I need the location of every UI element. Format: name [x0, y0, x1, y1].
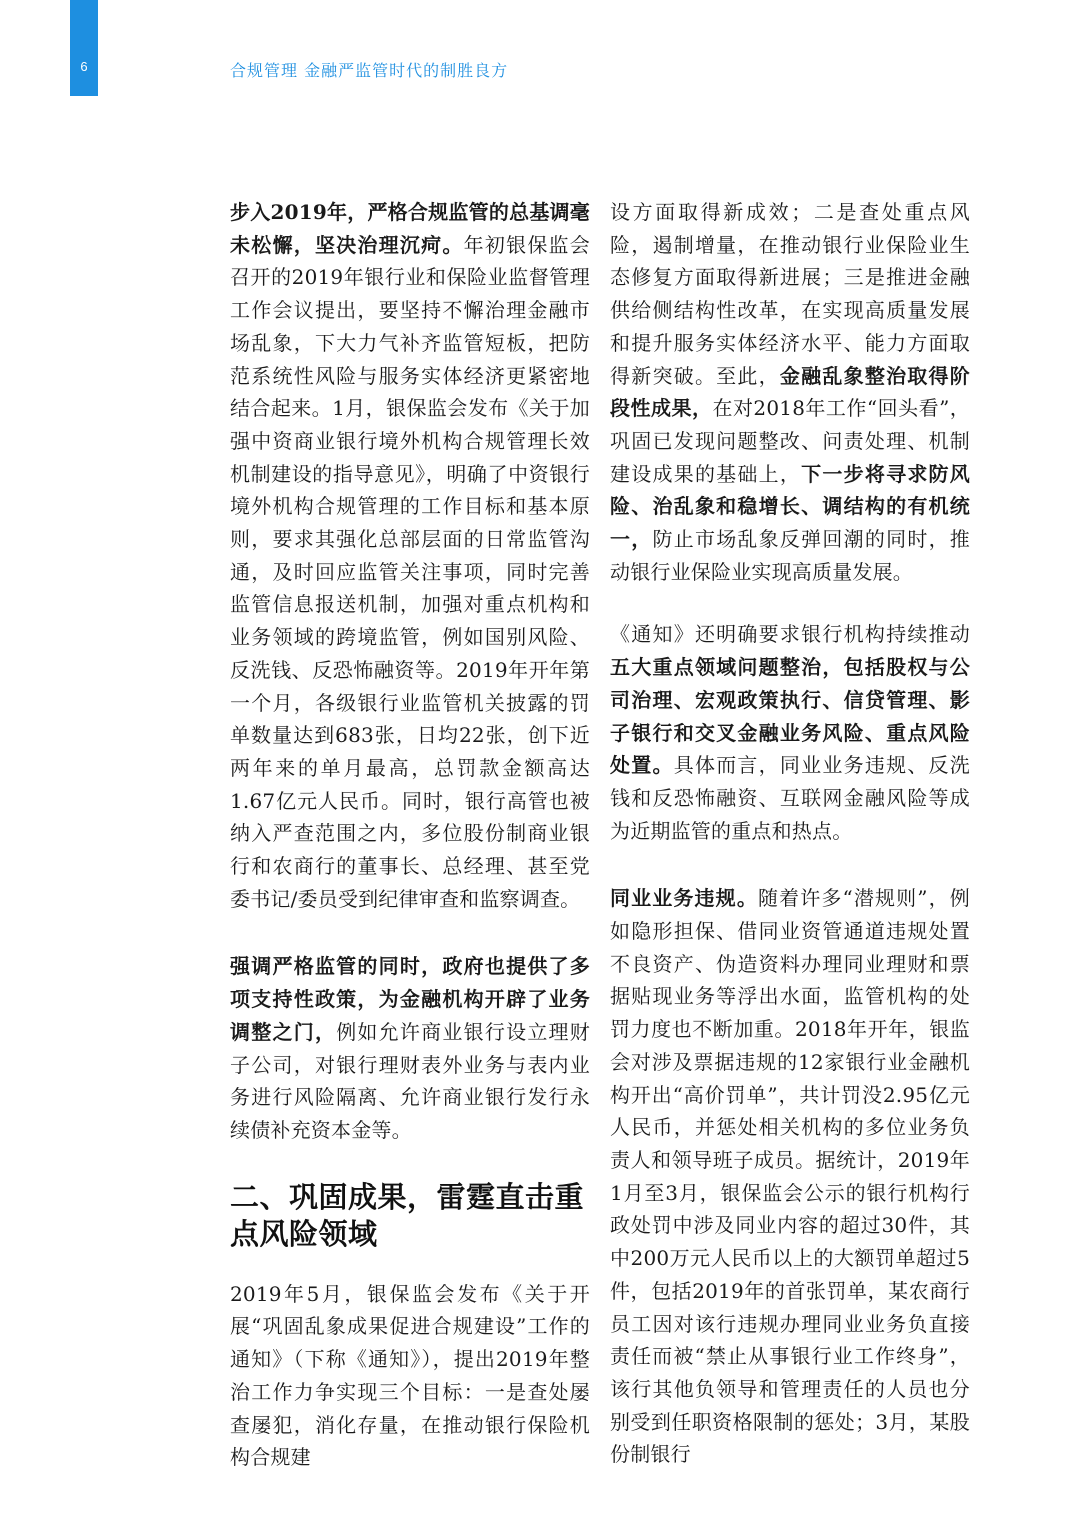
paragraph-body: 随着许多“潜规则”，例如隐形担保、借同业资管通道违规处置不良资产、伪造资料办理同业理财和票据贴现业务等浮出水面，监管机构的处罚力度也不断加重。2018年开年，银监会对涉及票据违规的12家银行业金融机构开出“高价罚单”，共计罚没2.95亿元人民币，并惩处相关机构的多位业务负责人和领导班子成员。据统计，2019年1月至3月，银保监会公示的银行机构行政处罚中涉及同业内容的超过30件，其中200万元人民币以上的大额罚单超过5件，包括2019年的首张罚单，某农商行员工因对该行违规办理同业业务负直接责任而被“禁止从事银行业工作终身”，该行其他负领导和管理责任的人员也分别受到任职资格限制的惩处；3月，某股份制银行 — [610, 886, 970, 1467]
paragraph-body: 年初银保监会召开的2019年银行业和保险业监督管理工作会议提出，要坚持不懈治理金融市场乱象，下大力气补齐监管短板，把防范系统性风险与服务实体经济更紧密地结合起来。1月，银保监会发布《关于加强中资商业银行境外机构合规管理长效机制建设的指导意见》，明确了中资银行境外机构合规管理的工作目标和基本原则，要求其强化总部层面的日常监管沟通，及时回应监管关注事项，同时完善监管信息报送机制，加强对重点机构和业务领域的跨境监管，例如国别风险、反洗钱、反恐怖融资等。2019年开年第一个月，各级银行业监管机关披露的罚单数量达到683张，日均22张，创下近两年来的单月最高，总罚款金额高达1.67亿元人民币。同时，银行高管也被纳入严查范围之内，多位股份制商业银行和农商行的董事长、总经理、甚至党委书记/委员受到纪律审查和监察调查。 — [230, 232, 590, 911]
paragraph-2019-overview — [230, 196, 590, 915]
paragraph-lead-bold: 强调严格监管的同时，政府也提供了多项支持性政策，为金融机构开辟了业务调整之门， — [230, 954, 590, 1044]
paragraph-body: 在对2018年工作“回头看”，巩固已发现问题整改、问责处理、机制建设成果的基础上， — [610, 396, 970, 486]
running-header: 合规管理 金融严监管时代的制胜良方 — [230, 61, 509, 80]
section-heading: 二、巩固成果，雷霆直击重点风险领域 — [230, 1179, 585, 1251]
paragraph-lead-bold: 步入2019年，严格合规监管的总基调毫未松懈，坚决治理沉疴。 — [230, 200, 590, 257]
paragraph-body: 防止市场乱象反弹回潮的同时，推动银行业保险业实现高质量发展。 — [610, 527, 971, 584]
paragraph-interbank-violations — [610, 882, 970, 1471]
paragraph-bold-phrase: 五大重点领域问题整治，包括股权与公司治理、宏观政策执行、信贷管理、影子银行和交叉金融业务风险、重点风险处置。 — [610, 655, 970, 778]
paragraph-body: 例如允许商业银行设立理财子公司，对银行理财表外业务与表内业务进行风险隔离、允许商业银行发行永续债补充资本金等。 — [230, 1019, 590, 1142]
paragraph-notice-may-2019 — [230, 1278, 590, 1474]
left-column — [230, 196, 590, 1474]
paragraph-body: 2019年5月，银保监会发布《关于开展“巩固乱象成果促进合规建设”工作的通知》（下称《通知》），提出2019年整治工作力争实现三个目标：一是查处屡查屡犯，消化存量，在推动银行保险机构合规建 — [230, 1281, 590, 1470]
paragraph-body: 《通知》还明确要求银行机构持续推动 — [610, 622, 970, 647]
paragraph-body: 具体而言，同业业务违规、反洗钱和反恐怖融资、互联网金融风险等成为近期监管的重点和热点。 — [610, 753, 970, 843]
page-number: 6 — [80, 59, 88, 74]
paragraph-body: 设方面取得新成效；二是查处重点风险，遏制增量，在推动银行业保险业生态修复方面取得新进展；三是推进金融供给侧结构性改革，在实现高质量发展和提升服务实体经济水平、能力方面取得新突破。至此， — [610, 200, 970, 388]
paragraph-bold-phrase: 下一步将寻求防风险、治乱象和稳增长、调结构的有机统一， — [610, 461, 970, 552]
right-column — [610, 196, 970, 1471]
paragraph-lead-bold: 同业业务违规。 — [610, 886, 758, 911]
paragraph-goals-continued — [610, 196, 970, 588]
paragraph-five-key-areas — [610, 618, 970, 847]
page-tab — [70, 0, 98, 96]
paragraph-bold-phrase: 金融乱象整治取得阶段性成果， — [610, 363, 970, 421]
paragraph-supportive-policies — [230, 950, 590, 1146]
